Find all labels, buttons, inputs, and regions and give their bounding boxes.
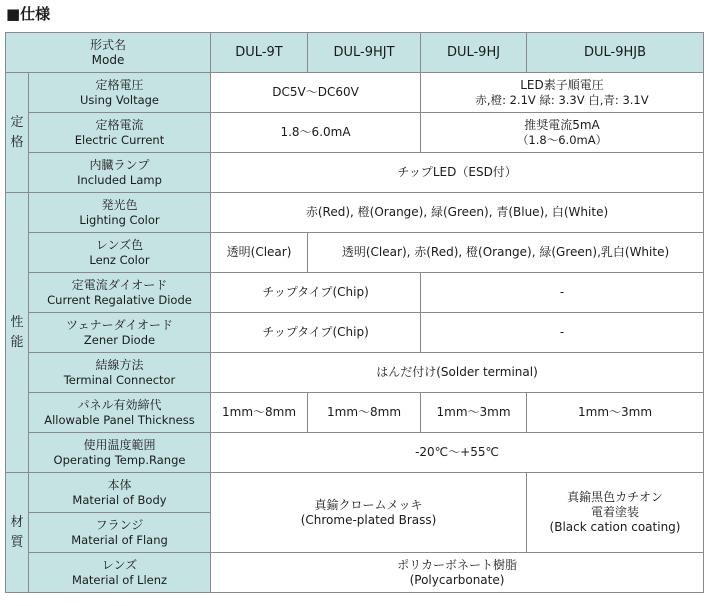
value-temp: -20℃～+55℃ [211, 433, 704, 473]
value-zener-a: チップタイプ(Chip) [211, 313, 421, 353]
row-zener [6, 313, 704, 353]
row-voltage [6, 73, 704, 113]
model-header-jp: 形式名 [90, 37, 127, 52]
value-current-a: 1.8～6.0mA [211, 113, 421, 153]
label-body: 本体 Material of Body [29, 473, 211, 513]
value-panel-dul-9t: 1mm～8mm [211, 393, 308, 433]
value-lenz-b: 透明(Clear), 赤(Red), 橙(Orange), 緑(Green),乳白(White) [308, 233, 704, 273]
row-temp [6, 433, 704, 473]
label-lenz: レンズ色 Lenz Color [29, 233, 211, 273]
value-voltage-led: LED素子順電圧 赤,橙: 2.1V 緑: 3.3V 白,青: 3.1V [421, 73, 704, 113]
value-lighting: 赤(Red), 橙(Orange), 緑(Green), 青(Blue), 白(White) [211, 193, 704, 233]
label-current: 定格電流 Electric Current [29, 113, 211, 153]
value-panel-dul-9hjb: 1mm～3mm [527, 393, 704, 433]
row-body [6, 473, 704, 513]
row-lighting [6, 193, 704, 233]
model-header-cell [6, 33, 211, 73]
header-row [6, 33, 704, 73]
value-voltage-dc: DC5V～DC60V [211, 73, 421, 113]
group-performance: 性 能 [6, 193, 29, 473]
model-dul-9hj: DUL-9HJ [421, 33, 527, 73]
row-lens [6, 553, 704, 593]
value-current-b: 推奨電流5mA （1.8～6.0mA） [421, 113, 704, 153]
row-connector [6, 353, 704, 393]
group-rating: 定 格 [6, 73, 29, 193]
label-zener: ツェナーダイオード Zener Diode [29, 313, 211, 353]
value-lens: ポリカーボネート樹脂 (Polycarbonate) [211, 553, 704, 593]
value-panel-dul-9hj: 1mm～3mm [421, 393, 527, 433]
spec-table [5, 32, 704, 593]
page-title: ■仕様 [6, 5, 51, 23]
value-zener-b: - [421, 313, 704, 353]
label-connector: 結線方法 Terminal Connector [29, 353, 211, 393]
row-panel [6, 393, 704, 433]
label-flang: フランジ Material of Flang [29, 513, 211, 553]
value-panel-dul-9hjt: 1mm～8mm [308, 393, 421, 433]
label-voltage: 定格電圧 Using Voltage [29, 73, 211, 113]
model-dul-9hjt: DUL-9HJT [308, 33, 421, 73]
value-connector: はんだ付け(Solder terminal) [211, 353, 704, 393]
value-crd-a: チップタイプ(Chip) [211, 273, 421, 313]
row-lenz [6, 233, 704, 273]
model-dul-9t: DUL-9T [211, 33, 308, 73]
row-current [6, 113, 704, 153]
value-lenz-a: 透明(Clear) [211, 233, 308, 273]
group-material: 材 質 [6, 473, 29, 593]
value-body-black: 真鍮黒色カチオン 電着塗装 (Black cation coating) [527, 473, 704, 553]
value-body-brass: 真鍮クロームメッキ (Chrome-plated Brass) [211, 473, 527, 553]
label-panel: パネル有効締代 Allowable Panel Thickness [29, 393, 211, 433]
value-crd-b: - [421, 273, 704, 313]
label-lighting: 発光色 Lighting Color [29, 193, 211, 233]
label-lens: レンズ Material of Llenz [29, 553, 211, 593]
row-lamp [6, 153, 704, 193]
label-temp: 使用温度範囲 Operating Temp.Range [29, 433, 211, 473]
model-dul-9hjb: DUL-9HJB [527, 33, 704, 73]
label-lamp: 内臓ランプ Included Lamp [29, 153, 211, 193]
model-header-en: Mode [91, 52, 125, 67]
row-crd [6, 273, 704, 313]
label-crd: 定電流ダイオード Current Regalative Diode [29, 273, 211, 313]
value-lamp: チップLED（ESD付） [211, 153, 704, 193]
